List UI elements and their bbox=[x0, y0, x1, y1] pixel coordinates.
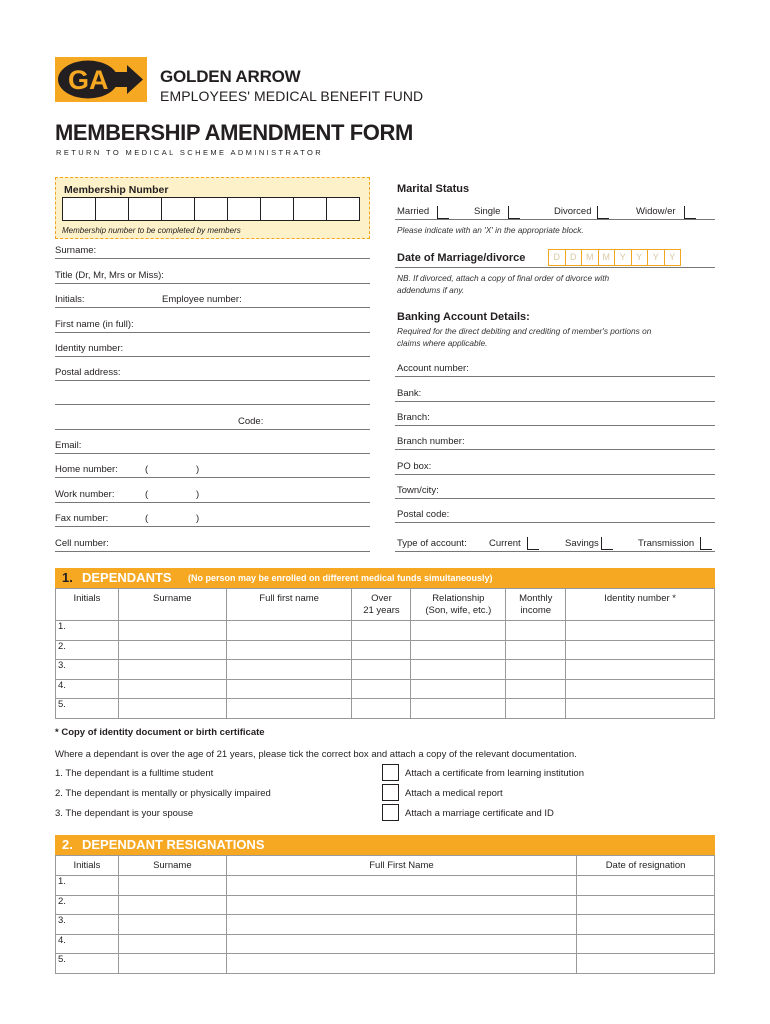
marriage-note-2: addendums if any. bbox=[397, 285, 465, 295]
col-initials: Initials bbox=[56, 589, 119, 621]
table-row[interactable] bbox=[56, 679, 715, 699]
option-1-text: 1. The dependant is a fulltime student bbox=[55, 768, 214, 779]
transmission-checkbox[interactable] bbox=[700, 537, 712, 550]
surname-field[interactable] bbox=[55, 258, 370, 259]
first-name-field[interactable] bbox=[55, 332, 370, 333]
identity-number-label: Identity number: bbox=[55, 343, 124, 354]
option-2-attach: Attach a medical report bbox=[405, 788, 503, 799]
fax-number-label: Fax number: bbox=[55, 513, 109, 524]
resignations-table bbox=[55, 855, 715, 974]
col-full-first-name: Full First Name bbox=[226, 856, 576, 876]
postal-address-field-2[interactable] bbox=[55, 404, 370, 405]
account-type-divider bbox=[395, 551, 715, 552]
over-21-line-1: Over bbox=[371, 593, 392, 604]
col-initials: Initials bbox=[56, 856, 119, 876]
title-field[interactable] bbox=[55, 283, 370, 284]
code-label: Code: bbox=[238, 416, 264, 427]
col-identity-number: Identity number * bbox=[566, 589, 715, 621]
divorced-checkbox[interactable] bbox=[597, 206, 609, 219]
date-cell-y3: Y bbox=[648, 250, 665, 265]
resignations-number: 2. bbox=[62, 837, 73, 852]
surname-label: Surname: bbox=[55, 245, 97, 256]
account-number-field[interactable] bbox=[395, 376, 715, 377]
fax-paren-close: ) bbox=[196, 513, 200, 524]
identity-number-field[interactable] bbox=[55, 356, 370, 357]
cell-number-field[interactable] bbox=[55, 551, 370, 552]
option-1-attach: Attach a certificate from learning institution bbox=[405, 768, 585, 779]
monthly-income-line-1: Monthly bbox=[519, 593, 553, 604]
banking-note-1: Required for the direct debiting and crediting of member's portions on bbox=[397, 326, 652, 336]
row-number: 2. bbox=[56, 895, 119, 915]
marriage-note-1: NB. If divorced, attach a copy of final order of divorce with bbox=[397, 273, 610, 283]
date-cell-y4: Y bbox=[669, 252, 676, 262]
dependants-title: DEPENDANTS bbox=[82, 570, 172, 585]
over-21-intro: Where a dependant is over the age of 21 years, please tick the correct box and attach a copy of the relevant documentation. bbox=[55, 749, 577, 760]
row-number: 5. bbox=[56, 699, 119, 719]
dependants-table-header bbox=[56, 589, 715, 621]
option-2-checkbox[interactable] bbox=[382, 784, 399, 801]
membership-number-cells[interactable] bbox=[62, 197, 360, 221]
row-number: 5. bbox=[56, 954, 119, 974]
fax-paren-open: ( bbox=[145, 513, 149, 524]
row-number: 3. bbox=[56, 660, 119, 680]
current-checkbox[interactable] bbox=[527, 537, 539, 550]
brand-name: GOLDEN ARROW bbox=[160, 67, 301, 86]
brand-subtitle: EMPLOYEES' MEDICAL BENEFIT FUND bbox=[160, 88, 424, 104]
savings-label: Savings bbox=[565, 538, 599, 549]
widow-label: Widow/er bbox=[636, 206, 676, 217]
town-city-label: Town/city: bbox=[397, 485, 439, 496]
email-label: Email: bbox=[55, 440, 82, 451]
dependants-section-header bbox=[55, 568, 715, 588]
email-field[interactable] bbox=[55, 453, 370, 454]
option-1-checkbox[interactable] bbox=[382, 764, 399, 781]
po-box-label: PO box: bbox=[397, 461, 432, 472]
home-paren-open: ( bbox=[145, 464, 149, 475]
postal-address-field-1[interactable] bbox=[55, 380, 370, 381]
col-full-first-name: Full first name bbox=[226, 589, 352, 621]
table-row[interactable] bbox=[56, 895, 715, 915]
branch-label: Branch: bbox=[397, 412, 430, 423]
date-cell-d2: D bbox=[566, 250, 583, 265]
table-row[interactable] bbox=[56, 640, 715, 660]
dependants-number: 1. bbox=[62, 570, 73, 585]
first-name-label: First name (in full): bbox=[55, 319, 134, 330]
town-city-field[interactable] bbox=[395, 498, 715, 499]
resignations-title: DEPENDANT RESIGNATIONS bbox=[82, 837, 265, 852]
banking-note-2: claims where applicable. bbox=[397, 338, 488, 348]
home-number-field[interactable] bbox=[55, 477, 370, 478]
date-cell-y2: Y bbox=[632, 250, 649, 265]
membership-number-title: Membership Number bbox=[64, 184, 169, 196]
relationship-line-1: Relationship bbox=[432, 593, 485, 604]
postal-code-field[interactable] bbox=[395, 522, 715, 523]
branch-number-label: Branch number: bbox=[397, 436, 465, 447]
widow-checkbox[interactable] bbox=[684, 206, 696, 219]
col-surname: Surname bbox=[118, 589, 226, 621]
postal-address-label: Postal address: bbox=[55, 367, 121, 378]
dependants-subtitle: (No person may be enrolled on different medical funds simultaneously) bbox=[188, 573, 493, 583]
resignations-table-header bbox=[56, 856, 715, 876]
married-label: Married bbox=[397, 206, 430, 217]
logo bbox=[55, 57, 147, 102]
golden-arrow-logo-icon bbox=[55, 57, 147, 102]
col-date-of-resignation: Date of resignation bbox=[577, 856, 715, 876]
marital-status-title: Marital Status bbox=[397, 183, 470, 195]
col-surname: Surname bbox=[118, 856, 226, 876]
date-cell-m1: M bbox=[582, 250, 599, 265]
home-paren-close: ) bbox=[196, 464, 200, 475]
marriage-date-input[interactable] bbox=[548, 249, 681, 266]
initials-label: Initials: bbox=[55, 294, 85, 305]
table-row[interactable] bbox=[56, 621, 715, 641]
table-row[interactable] bbox=[56, 915, 715, 935]
home-number-label: Home number: bbox=[55, 464, 118, 475]
work-number-field[interactable] bbox=[55, 502, 370, 503]
code-field[interactable] bbox=[55, 429, 370, 430]
table-row[interactable] bbox=[56, 876, 715, 896]
option-3-checkbox[interactable] bbox=[382, 804, 399, 821]
banking-title: Banking Account Details: bbox=[397, 311, 530, 323]
date-cell-m2: M bbox=[599, 250, 616, 265]
table-row[interactable] bbox=[56, 954, 715, 974]
po-box-field[interactable] bbox=[395, 474, 715, 475]
marital-divider bbox=[395, 219, 715, 220]
date-cell-y1: Y bbox=[615, 250, 632, 265]
title-label: Title (Dr, Mr, Mrs or Miss): bbox=[55, 270, 164, 281]
col-over-21 bbox=[352, 589, 411, 621]
option-3-attach: Attach a marriage certificate and ID bbox=[405, 808, 554, 819]
cell-number-label: Cell number: bbox=[55, 538, 109, 549]
bank-field[interactable] bbox=[395, 401, 715, 402]
marriage-date-divider bbox=[395, 267, 715, 268]
page-title: MEMBERSHIP AMENDMENT FORM bbox=[55, 120, 413, 145]
row-number: 1. bbox=[56, 876, 119, 896]
option-3-text: 3. The dependant is your spouse bbox=[55, 808, 194, 819]
row-number: 3. bbox=[56, 915, 119, 935]
fax-number-field[interactable] bbox=[55, 526, 370, 527]
membership-number-note: Membership number to be completed by members bbox=[62, 226, 241, 235]
account-number-label: Account number: bbox=[397, 363, 469, 374]
account-type-label: Type of account: bbox=[397, 538, 467, 549]
single-label: Single bbox=[474, 206, 501, 217]
col-relationship bbox=[411, 589, 506, 621]
relationship-line-2: (Son, wife, etc.) bbox=[425, 605, 492, 616]
date-cell-d1: D bbox=[549, 250, 566, 265]
monthly-income-line-2: income bbox=[520, 605, 552, 616]
page-subtitle: RETURN TO MEDICAL SCHEME ADMINISTRATOR bbox=[56, 148, 324, 157]
work-number-label: Work number: bbox=[55, 489, 115, 500]
table-row[interactable] bbox=[56, 699, 715, 719]
logo-letters: GA bbox=[68, 65, 109, 95]
table-row[interactable] bbox=[56, 660, 715, 680]
transmission-label: Transmission bbox=[638, 538, 695, 549]
row-number: 4. bbox=[56, 679, 119, 699]
marriage-date-title: Date of Marriage/divorce bbox=[397, 252, 526, 264]
savings-checkbox[interactable] bbox=[601, 537, 613, 550]
bank-label: Bank: bbox=[397, 388, 422, 399]
marital-note: Please indicate with an 'X' in the appropriate block. bbox=[397, 225, 584, 235]
row-number: 1. bbox=[56, 621, 119, 641]
initials-employee-field[interactable] bbox=[55, 307, 370, 308]
col-monthly-income bbox=[506, 589, 566, 621]
dependants-table bbox=[55, 588, 715, 719]
work-paren-close: ) bbox=[196, 489, 200, 500]
single-checkbox[interactable] bbox=[508, 206, 520, 219]
employee-number-label: Employee number: bbox=[162, 294, 242, 305]
branch-number-field[interactable] bbox=[395, 449, 715, 450]
branch-field[interactable] bbox=[395, 425, 715, 426]
divorced-label: Divorced bbox=[554, 206, 592, 217]
over-21-line-2: 21 years bbox=[363, 605, 400, 616]
married-checkbox[interactable] bbox=[437, 206, 449, 219]
postal-code-label: Postal code: bbox=[397, 509, 450, 520]
option-2-text: 2. The dependant is mentally or physically impaired bbox=[55, 788, 271, 799]
work-paren-open: ( bbox=[145, 489, 149, 500]
identity-footnote: * Copy of identity document or birth certificate bbox=[55, 727, 265, 738]
row-number: 2. bbox=[56, 640, 119, 660]
table-row[interactable] bbox=[56, 934, 715, 954]
current-label: Current bbox=[489, 538, 521, 549]
resignations-section-header bbox=[55, 835, 715, 855]
row-number: 4. bbox=[56, 934, 119, 954]
